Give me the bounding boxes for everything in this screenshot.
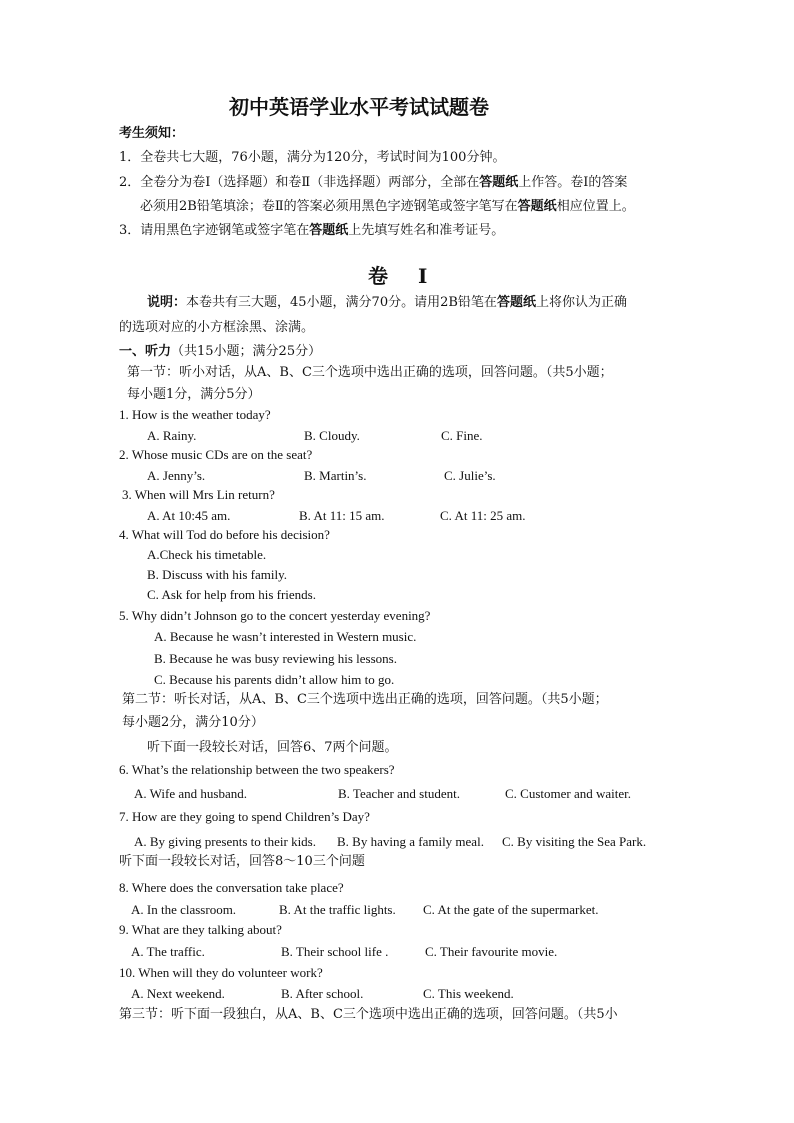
- section-note: （共15小题；满分25分）: [171, 344, 322, 359]
- option-c: C. Customer and waiter.: [505, 786, 632, 801]
- section-title: 一、听力: [119, 344, 172, 359]
- option-b: B. At the traffic lights.: [279, 902, 396, 917]
- question-stem: 5. Why didn’t Johnson go to the concert yesterday evening?: [119, 608, 431, 623]
- question-stem: 1. How is the weather today?: [119, 407, 271, 422]
- option-c: C. At the gate of the supermarket.: [423, 902, 599, 917]
- notice-item-1: [119, 151, 505, 164]
- option-a: A. Because he wasn’t interested in Western music.: [154, 629, 417, 644]
- option-c: C. This weekend.: [423, 986, 514, 1001]
- option-c: C. Julie’s.: [444, 468, 496, 483]
- dialogue-intro: 听下面一段较长对话，回答8～10三个问题: [119, 854, 365, 869]
- volume-label: [368, 266, 427, 286]
- explain-label: 说明：: [147, 295, 187, 310]
- answer-sheet-emphasis: 答题纸: [496, 295, 536, 310]
- dialogue-intro: 听下面一段较长对话，回答6、7两个问题。: [147, 740, 398, 755]
- option-b: B. By having a family meal.: [337, 834, 484, 849]
- option-c: C. Their favourite movie.: [425, 944, 558, 959]
- notice-text: 3．请用黑色字迹钢笔或签字笔在: [119, 223, 310, 238]
- notice-text: 相应位置上。: [556, 199, 635, 214]
- option-c: C. Fine.: [441, 428, 483, 443]
- option-a: A. Next weekend.: [131, 986, 225, 1001]
- part2-instruction-line1: 第二节：听长对话，从A、B、C三个选项中选出正确的选项，回答问题。（共5小题；: [122, 692, 608, 707]
- page-title: 初中英语学业水平考试试题卷: [229, 95, 489, 119]
- option-b: B. Discuss with his family.: [147, 567, 287, 582]
- question-stem: 7. How are they going to spend Children’s Day?: [119, 809, 370, 824]
- volume-explain-line2: 的选项对应的小方框涂黑、涂满。: [119, 320, 315, 335]
- option-a: A.Check his timetable.: [147, 547, 267, 562]
- notice-text: 2．全卷分为卷Ⅰ（选择题）和卷Ⅱ（非选择题）两部分，全部在: [119, 175, 480, 190]
- question-stem: 9. What are they talking about?: [119, 922, 282, 937]
- notice-item-1-text: 1．全卷共七大题，76小题，满分为120分，考试时间为100分钟。: [119, 150, 506, 165]
- option-c: C. By visiting the Sea Park.: [502, 834, 647, 849]
- question-stem: 3. When will Mrs Lin return?: [122, 487, 275, 502]
- answer-sheet-emphasis: 答题纸: [479, 175, 519, 190]
- option-a: A. Rainy.: [147, 428, 197, 443]
- option-c: C. At 11: 25 am.: [440, 508, 526, 523]
- notice-item-2-cont: [140, 200, 635, 213]
- option-a: A. The traffic.: [131, 944, 205, 959]
- part2-instruction-line2: 每小题2分，满分10分）: [122, 715, 264, 730]
- section-heading: [119, 345, 321, 358]
- volume-label-a: 卷: [368, 264, 388, 288]
- option-a: A. Wife and husband.: [134, 786, 247, 801]
- option-a: A. Jenny’s.: [147, 468, 206, 483]
- option-a: A. By giving presents to their kids.: [134, 834, 316, 849]
- explain-text: 本卷共有三大题，45小题，满分70分。请用2B铅笔在: [186, 295, 497, 310]
- explain-text: 上将你认为正确: [535, 295, 627, 310]
- question-stem: 8. Where does the conversation take place?: [119, 880, 344, 895]
- volume-label-b: Ⅰ: [418, 264, 428, 288]
- option-c: C. Ask for help from his friends.: [147, 587, 316, 602]
- volume-explain-line1: [147, 296, 627, 309]
- question-stem: 6. What’s the relationship between the two speakers?: [119, 762, 395, 777]
- notice-text: 上先填写姓名和准考证号。: [348, 223, 505, 238]
- answer-sheet-emphasis: 答题纸: [309, 223, 349, 238]
- answer-sheet-emphasis: 答题纸: [517, 199, 557, 214]
- option-b: B. Because he was busy reviewing his lessons.: [154, 651, 397, 666]
- question-stem: 2. Whose music CDs are on the seat?: [119, 447, 313, 462]
- option-b: B. Cloudy.: [304, 428, 360, 443]
- notice-heading: 考生须知：: [119, 126, 185, 141]
- option-b: B. Martin’s.: [304, 468, 367, 483]
- option-b: B. At 11: 15 am.: [299, 508, 385, 523]
- part3-instruction-line1: 第三节：听下面一段独白，从A、B、C三个选项中选出正确的选项，回答问题。（共5小: [119, 1007, 618, 1022]
- part1-instruction-line2: 每小题1分，满分5分）: [127, 387, 261, 402]
- option-b: B. Their school life .: [281, 944, 389, 959]
- option-b: B. After school.: [281, 986, 364, 1001]
- question-stem: 4. What will Tod do before his decision?: [119, 527, 330, 542]
- question-stem: 10. When will they do volunteer work?: [119, 965, 323, 980]
- option-c: C. Because his parents didn’t allow him to go.: [154, 672, 395, 687]
- part1-instruction-line1: 第一节：听小对话，从A、B、C三个选项中选出正确的选项，回答问题。（共5小题；: [127, 365, 613, 380]
- notice-item-3: [119, 224, 504, 237]
- notice-item-2: [119, 176, 627, 189]
- option-b: B. Teacher and student.: [338, 786, 460, 801]
- option-a: A. At 10:45 am.: [147, 508, 231, 523]
- notice-text: 必须用2B铅笔填涂；卷Ⅱ的答案必须用黑色字迹钢笔或签字笔写在: [140, 199, 518, 214]
- notice-text: 上作答。卷Ⅰ的答案: [518, 175, 628, 190]
- option-a: A. In the classroom.: [131, 902, 237, 917]
